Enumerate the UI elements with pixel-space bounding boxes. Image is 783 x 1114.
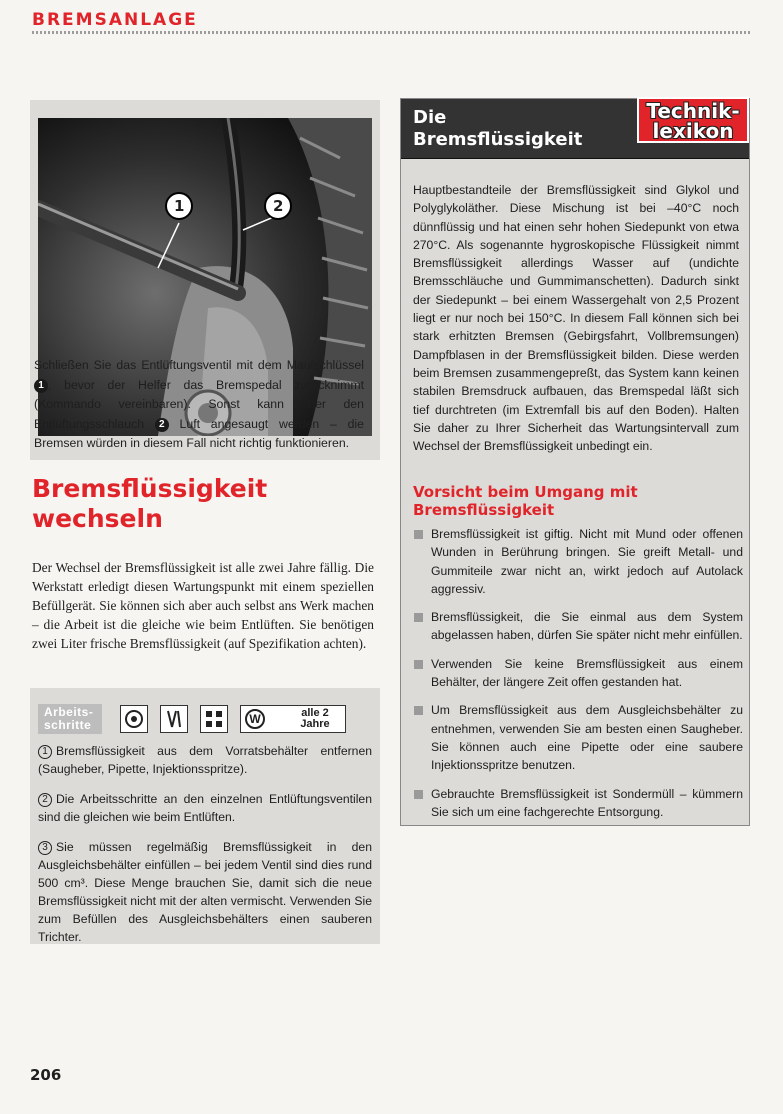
step-text: Bremsflüssigkeit aus dem Vorratsbehälter entfernen (Saugheber, Pipette, Injektionsspritze). xyxy=(38,744,372,776)
bullet-square-icon xyxy=(414,613,423,622)
lexikon-title-line-1: Die xyxy=(413,107,447,128)
caption-number-1: 1 xyxy=(34,379,48,393)
work-step xyxy=(38,790,372,826)
caution-item xyxy=(413,525,743,598)
caption-part-3: Luft angesaugt werden – die Bremsen würden in diesem Fall nicht richtig funktionieren. xyxy=(34,416,364,450)
step-text: Sie müssen regelmäßig Bremsflüssigkeit in den Ausgleichsbehälter einfüllen – bei jedem Ventil sind dies rund 500 cm³. Diese Menge brauchen Sie, damit sich die neue Bremsflüssigkeit nicht mit der alten vermischt. Verwenden Sie zum Befüllen des Ausgleichsbehälters einen sauberen Trichter. xyxy=(38,840,372,944)
service-interval-box xyxy=(240,705,346,733)
caution-item xyxy=(413,701,743,774)
work-steps-tag-line-2: schritte xyxy=(44,718,92,732)
interval-text xyxy=(285,708,345,730)
caution-text: Bremsflüssigkeit ist giftig. Nicht mit Mund oder offenen Wunden in Berührung bringen. Sie greift Metall- und Gummiteile zwar nicht an, wirkt jedoch auf Autolack aggressiv. xyxy=(431,527,743,596)
step-number: 3 xyxy=(38,841,52,855)
caution-item xyxy=(413,785,743,822)
callout-1: 1 xyxy=(174,197,185,215)
caution-heading xyxy=(413,483,739,519)
work-step xyxy=(38,742,372,778)
bullet-square-icon xyxy=(414,706,423,715)
figure-caption xyxy=(34,356,364,454)
callout-2: 2 xyxy=(273,197,284,215)
work-steps-icon-row xyxy=(38,704,372,734)
caption-part-2: , bevor der Helfer das Bremspedal zurücknimmt (Kommando vereinbaren). Sonst kann über den Entlüftungsschlauch xyxy=(34,377,364,431)
section-heading xyxy=(32,474,372,534)
bullet-square-icon xyxy=(414,790,423,799)
interval-symbol: W xyxy=(245,709,265,729)
caution-text: Verwenden Sie keine Bremsflüssigkeit aus einem Behälter, der längere Zeit offen gestanden hat. xyxy=(431,656,743,690)
caution-heading-line-2: Bremsflüssigkeit xyxy=(413,501,555,519)
lexikon-header xyxy=(401,99,749,159)
work-steps-tag-line-1: Arbeits- xyxy=(44,705,94,719)
running-header: BREMSANLAGE xyxy=(32,10,198,30)
gauge-icon xyxy=(120,705,148,733)
work-step xyxy=(38,838,372,946)
technik-lexikon-box xyxy=(400,98,750,826)
caution-item xyxy=(413,655,743,692)
section-body: Der Wechsel der Bremsflüssigkeit ist alle zwei Jahre fällig. Die Werkstatt erledigt diesen Wartungspunkt mit einem speziellen Befüllgerät. Sie können sich aber auch selbst ans Werk machen – die Arbeit ist die gleiche wie beim Entlüften. Sie benötigen zwei Liter frische Bremsflüssigkeit (auf Spezifikation achten). xyxy=(32,560,374,651)
caution-text: Gebrauchte Bremsflüssigkeit ist Sondermüll – kümmern Sie sich um eine fachgerechte Entsorgung. xyxy=(431,786,743,819)
badge-line-2: lexikon xyxy=(652,119,734,143)
caption-part-1: Schließen Sie das Entlüftungsventil mit dem Maulschlüssel xyxy=(34,358,364,372)
caution-list xyxy=(413,525,743,831)
step-text: Die Arbeitsschritte an den einzelnen Entlüftungsventilen sind die gleichen wie beim Entlüften. xyxy=(38,792,372,824)
lexikon-title xyxy=(413,107,582,151)
caution-item xyxy=(413,608,743,645)
lexikon-title-line-2: Bremsflüssigkeit xyxy=(413,129,583,150)
page-number: 206 xyxy=(30,1066,62,1084)
work-steps-box xyxy=(30,688,380,944)
work-steps-list xyxy=(38,742,372,958)
parts-icon xyxy=(200,705,228,733)
interval-line-2: Jahre xyxy=(300,718,330,730)
interval-line-1: alle 2 xyxy=(301,707,329,719)
section-heading-line-1: Bremsflüssigkeit xyxy=(32,474,268,503)
header-rule xyxy=(32,31,750,34)
lexikon-text: Hauptbestandteile der Bremsflüssigkeit sind Glykol und Polyglykoläther. Diese Mischung ist bei –40°C noch dünnflüssig und hat einen sehr hohen Siedepunkt von etwa 270°C. Als sogenannte hygroskopische Flüssigkeit nimmt Bremsflüssigkeit allerdings Wasser auf (undichte Bremsschläuche und Gummimanschetten). Dadurch sinkt der Siedepunkt – bei einem Wassergehalt von 2,5 Prozent liegt er nur noch bei 150°C. In diesem Fall können sich bei stark erhitzten Bremsen (Gebirgsfahrt, Vollbremsungen) Dampfblasen in der Bremsflüssigkeit bilden. Diese werden beim Bremsen zusammengepreßt, das System kann keinen stabilen Bremsdruck aufbauen, das Bremspedal läßt sich tief durchtreten (im Extremfall bis auf den Boden). Halten Sie daher zu Ihrer Sicherheit das Wartungsintervall zum Wechsel der Bremsflüssigkeit unbedingt ein. xyxy=(413,183,739,454)
tools-icon xyxy=(160,705,188,733)
step-number: 1 xyxy=(38,745,52,759)
step-number: 2 xyxy=(38,793,52,807)
technik-lexikon-badge xyxy=(637,97,749,143)
caution-text: Um Bremsflüssigkeit aus dem Ausgleichsbehälter zu entnehmen, verwenden Sie am besten einen Saugheber. Sie können auch eine Pipette oder eine saubere Injektionsspritze benutzen. xyxy=(431,703,743,773)
section-heading-line-2: wechseln xyxy=(32,504,163,533)
bullet-square-icon xyxy=(414,660,423,669)
caution-text: Bremsflüssigkeit, die Sie einmal aus dem System abgelassen haben, dürfen Sie später nicht mehr einfüllen. xyxy=(431,610,743,643)
badge-line-1: Technik- xyxy=(646,99,740,123)
work-steps-tag xyxy=(38,704,102,734)
caution-heading-line-1: Vorsicht beim Umgang mit xyxy=(413,483,638,501)
bullet-square-icon xyxy=(414,530,423,539)
caption-number-2: 2 xyxy=(155,418,169,432)
